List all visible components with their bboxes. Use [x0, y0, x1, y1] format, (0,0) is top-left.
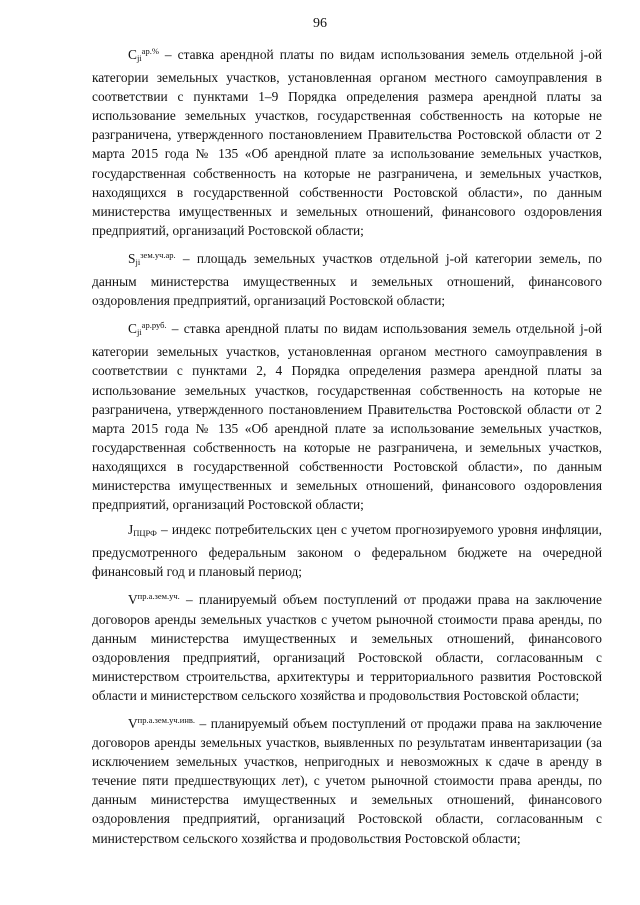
definition-paragraph-v-pr-a-zem-uch — [92, 587, 602, 705]
definition-text: – индекс потребительских цен с учетом прогнозируемого уровня инфляции, предусмотренного федеральным законом о федеральном бюджете на очередной финансовый год и плановый период; — [92, 522, 602, 580]
formula-symbol: J — [128, 522, 134, 538]
definition-text: – ставка арендной платы по видам использования земель отдельной j-ой категории земельных участков, установленная органом местного самоуправления в соответствии с пунктами 2, 4 Порядка определения размера арендной платы за использование земельных участков, государственная собственность на которые не разграничена, утвержденного постановлением Правительства Ростовской области от 2 марта 2015 года № 135 «Об арендной плате за использование земельных участков, государственная собственность на которые не разграничена, и земельных участков, находящихся в государственной собственности Ростовской области», по данным министерства имущественных и земельных отношений, финансового оздоровления предприятий, организаций Ростовской области; — [92, 321, 602, 513]
definition-paragraph-j-pcrf — [92, 520, 602, 581]
formula-subscript: ji — [135, 256, 141, 267]
definition-paragraph-s-zem-uch-ar — [92, 246, 602, 310]
formula-symbol: V — [128, 716, 138, 731]
formula-subscript: ПЦРФ — [133, 528, 157, 539]
definition-text: – ставка арендной платы по видам использования земель отдельной j-ой категории земельных участков, установленная органом местного самоуправления в соответствии с пунктами 1–9 Порядка определения размера арендной платы за использование земельных участков, государственная собственность на которые не разграничена, утвержденного постановлением Правительства Ростовской области от 2 марта 2015 года № 135 «Об арендной плате за использование земельных участков, государственная собственность на которые не разграничена, и земельных участков, находящихся в государственной собственности Ростовской области», по данным министерства имущественных и земельных отношений, финансового оздоровления предприятий, организаций Ростовской области; — [92, 47, 602, 238]
formula-superscript: ар.руб. — [141, 320, 167, 331]
definition-paragraph-v-pr-a-zem-uch-inv — [92, 711, 602, 848]
definition-text: – планируемый объем поступлений от продажи права на заключение договоров аренды земельных участков с учетом рыночной стоимости права аренды, по данным министерства имущественных и земельных отношений, финансового оздоровления предприятий, организаций Ростовской области, согласованным с министерством строительства, архитектуры и территориального развития Ростовской области и министерством сельского хозяйства и продовольствия Ростовской области; — [92, 592, 602, 703]
formula-symbol: S — [128, 250, 136, 266]
definition-text: – планируемый объем поступлений от продажи права на заключение договоров аренды земельных участков, выявленных по результатам инвентаризации (за исключением земельных участков, непригодных и невозможных к сдаче в аренду в течение пяти предшествующих лет), с учетом рыночной стоимости права аренды, по данным министерства имущественных и земельных отношений, финансового оздоровления предприятий, организаций Ростовской области, согласованным с министерством сельского хозяйства и продовольствия Ростовской области; — [92, 716, 602, 846]
formula-superscript: ар.% — [141, 46, 159, 56]
page-number: 96 — [313, 16, 327, 31]
formula-superscript: зем.уч.ар. — [140, 249, 176, 260]
definition-text: – площадь земельных участков отдельной j-ой категории земель, по данным министерства имущественных и земельных отношений, финансового оздоровления предприятий, организаций Ростовской области; — [92, 250, 602, 309]
formula-superscript: пр.а.зем.уч.инв. — [137, 715, 196, 725]
formula-subscript: ji — [136, 53, 142, 63]
definition-paragraph-c-ar-percent — [92, 42, 602, 240]
formula-superscript: пр.а.зем.уч. — [137, 591, 180, 602]
formula-subscript: ji — [136, 327, 142, 338]
formula-symbol: C — [128, 321, 137, 337]
formula-symbol: V — [128, 592, 138, 608]
document-body — [92, 42, 602, 854]
formula-symbol: C — [128, 47, 137, 62]
definition-paragraph-c-ar-rub — [92, 316, 602, 514]
